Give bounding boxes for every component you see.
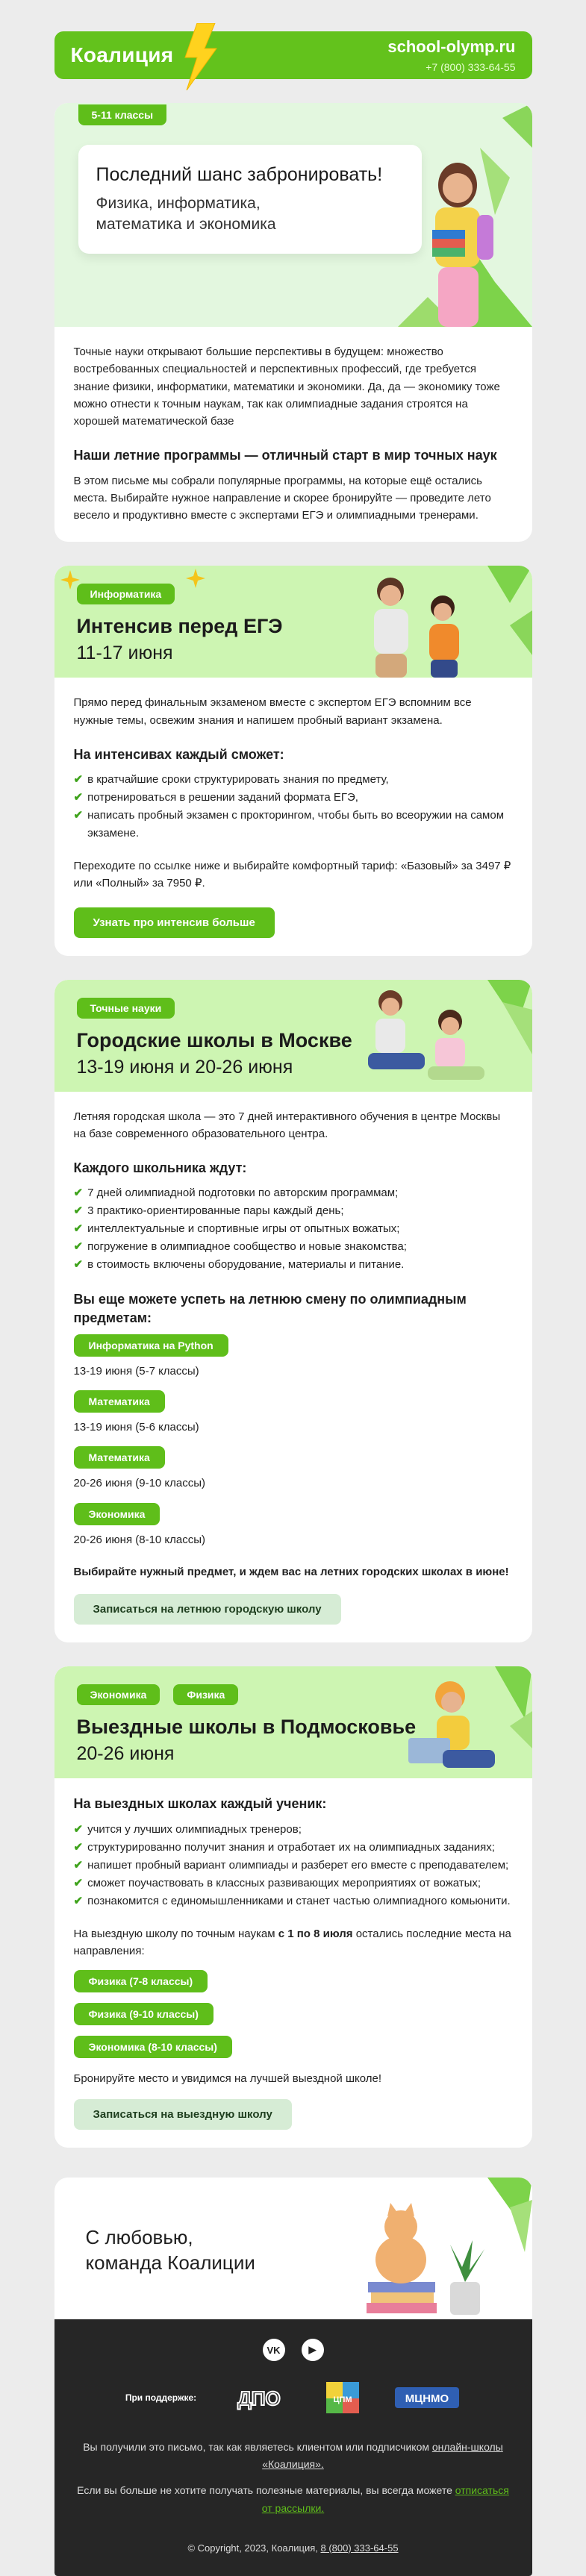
signoff-card bbox=[54, 2178, 532, 2575]
list-item: ✔ учится у лучших олимпиадных тренеров; bbox=[74, 1821, 513, 1839]
list-item: ✔ в стоимость включены оборудование, материалы и питание. bbox=[74, 1256, 513, 1274]
intensive-benefits-heading: На интенсивах каждый сможет: bbox=[73, 746, 284, 762]
list-item: ✔ познакомится с единомышленниками и станет частью олимпиадного комьюнити. bbox=[74, 1892, 513, 1910]
check-icon: ✔ bbox=[73, 1222, 84, 1236]
subjects-heading: Вы еще можете успеть на летнюю смену по олимпиадным предметам: bbox=[73, 1292, 467, 1325]
away-school-card bbox=[54, 1666, 532, 2148]
list-item: ✔ интеллектуальные и спортивные игры от опытных вожатых; bbox=[74, 1220, 513, 1238]
check-icon: ✔ bbox=[73, 1858, 84, 1872]
list-item: ✔ написать пробный экзамен с прокторингом, чтобы быть во всеоружии на самом экзамене. bbox=[74, 807, 513, 842]
check-icon: ✔ bbox=[73, 1240, 84, 1254]
header bbox=[54, 31, 532, 79]
physics-tag: Физика bbox=[173, 1684, 238, 1705]
subject-dates: 13-19 июня (5-6 классы) bbox=[73, 1421, 199, 1434]
partners-row bbox=[77, 2379, 510, 2416]
exact-sciences-tag: Точные науки bbox=[77, 998, 175, 1019]
sparkle-right-icon bbox=[186, 569, 205, 588]
city-school-title: Городские школы в Москве bbox=[76, 1028, 352, 1051]
tariff-paragraph: Переходите по ссылке ниже и выбирайте комфортный тариф: «Базовый» за 3497 ₽ или «Полный» за 7950 ₽. bbox=[73, 860, 511, 890]
list-item: ✔ потренироваться в решении заданий формата ЕГЭ, bbox=[74, 789, 513, 807]
intro-paragraph: Точные науки открывают большие перспективы в будущем: множество востребованных специальностей и перспективных профессий, где требуется знание физики, информатики, математики и экономики. Да, да — экономику тоже можно отнести к точным наукам, так как олимпиадные задания строятся на хорошей математической базе bbox=[73, 346, 500, 428]
away-places-paragraph: На выездную школу по точным наукам с 1 по 8 июля остались последние места на направления: bbox=[73, 1927, 511, 1957]
direction-pill[interactable]: Физика (7-8 классы) bbox=[74, 1970, 208, 1992]
check-icon: ✔ bbox=[73, 1894, 84, 1907]
programs-heading: Наши летние программы — отличный старт в мир точных наук bbox=[73, 448, 497, 463]
direction-pill[interactable]: Физика (9-10 классы) bbox=[74, 2003, 213, 2025]
hero-subjects-line2: математика и экономика bbox=[96, 216, 276, 234]
signoff-block bbox=[54, 2178, 532, 2319]
away-school-signup-button[interactable]: Записаться на выездную школу bbox=[74, 2099, 292, 2130]
list-item: ✔ напишет пробный вариант олимпиады и разберет его вместе с преподавателем; bbox=[74, 1857, 513, 1875]
check-icon: ✔ bbox=[73, 1187, 84, 1200]
vk-icon[interactable]: VK bbox=[263, 2339, 285, 2361]
footer bbox=[54, 2319, 532, 2575]
check-icon: ✔ bbox=[73, 791, 84, 804]
hero-bubble bbox=[78, 145, 422, 254]
intensive-more-button[interactable]: Узнать про интенсив больше bbox=[74, 907, 275, 938]
unsubscribe-link[interactable]: отписаться от рассылки. bbox=[261, 2484, 509, 2514]
away-closing: Бронируйте место и увидимся на лучшей выездной школе! bbox=[73, 2072, 382, 2086]
city-school-card bbox=[54, 980, 532, 1643]
informatics-tag: Информатика bbox=[77, 584, 175, 604]
lightning-icon bbox=[181, 23, 218, 90]
hero-title: Последний шанс забронировать! bbox=[96, 164, 383, 185]
subject-item bbox=[74, 1334, 513, 1380]
mccme-logo-text: МЦНМО bbox=[405, 2392, 449, 2406]
away-school-title: Выездные школы в Подмосковье bbox=[76, 1716, 417, 1739]
dpo-logo bbox=[223, 2383, 295, 2413]
subscription-note: Вы получили это письмо, так как являетесь клиентом или подписчиком онлайн-школы «Коалиция». bbox=[83, 2441, 503, 2471]
city-school-signup-button[interactable]: Записаться на летнюю городскую школу bbox=[74, 1594, 341, 1625]
programs-paragraph: В этом письме мы собрали популярные программы, на которые ещё остались места. Выбирайте нужное направление и скорее бронируйте — проведите лето весело и продуктивно вместе с экспертами ЕГЭ и олимпиадными тренерами. bbox=[73, 474, 491, 522]
list-item: ✔ погружение в олимпиадное сообщество и новые знакомства; bbox=[74, 1238, 513, 1256]
sparkle-left-icon bbox=[60, 570, 80, 590]
city-closing: Выбирайте нужный предмет, и ждем вас на летних городских школах в июне! bbox=[73, 1565, 509, 1578]
city-benefits-heading: Каждого школьника ждут: bbox=[73, 1160, 247, 1176]
list-item: ✔ 7 дней олимпиадной подготовки по авторским программам; bbox=[74, 1184, 513, 1202]
city-school-paragraph: Летняя городская школа — это 7 дней интерактивного обучения в центре Москвы на базе современного образовательного центра. bbox=[73, 1110, 501, 1140]
check-icon: ✔ bbox=[73, 1258, 84, 1272]
economics-tag: Экономика bbox=[77, 1684, 160, 1705]
subject-item bbox=[74, 1390, 513, 1436]
check-icon: ✔ bbox=[73, 1876, 84, 1889]
grade-tag: 5-11 классы bbox=[78, 104, 167, 125]
list-item: ✔ сможет поучаствовать в классных развивающих мероприятиях от вожатых; bbox=[74, 1875, 513, 1892]
away-school-dates: 20-26 июня bbox=[76, 1743, 175, 1765]
subject-pill[interactable]: Математика bbox=[74, 1390, 165, 1413]
list-item: ✔ структурированно получит знания и отработает их на олимпиадных заданиях; bbox=[74, 1839, 513, 1857]
list-item: ✔ 3 практико-ориентированные пары каждый день; bbox=[74, 1202, 513, 1220]
intensive-paragraph: Прямо перед финальным экзаменом вместе с экспертом ЕГЭ вспомним все нужные темы, освежим знания и напишем пробный вариант экзамена. bbox=[73, 696, 472, 727]
students-illustration bbox=[338, 566, 532, 678]
copyright: © Copyright, 2023, Коалиция, 8 (800) 333-64-55 bbox=[187, 2542, 399, 2554]
signoff-line2: команда Коалиции bbox=[85, 2251, 255, 2275]
check-icon: ✔ bbox=[73, 773, 84, 787]
girl-with-books-illustration bbox=[413, 155, 502, 327]
cpm-logo bbox=[322, 2379, 367, 2416]
mccme-logo bbox=[393, 2383, 461, 2413]
intensive-title: Интенсив перед ЕГЭ bbox=[76, 615, 283, 638]
away-school-banner bbox=[54, 1666, 532, 1778]
students-sitting-illustration bbox=[353, 980, 532, 1092]
unsubscribe-note: Если вы больше не хотите получать полезные материалы, вы всегда можете отписаться от рассылки. bbox=[77, 2484, 509, 2514]
girl-with-laptop-illustration bbox=[398, 1666, 532, 1778]
subject-pill[interactable]: Информатика на Python bbox=[74, 1334, 228, 1357]
email-container bbox=[54, 0, 532, 2576]
support-label: При поддержке: bbox=[125, 2392, 197, 2404]
hero-subjects-line1: Физика, информатика, bbox=[96, 195, 261, 212]
cat-on-books-illustration bbox=[338, 2178, 532, 2319]
youtube-icon[interactable]: ▶ bbox=[302, 2339, 324, 2361]
subject-item bbox=[74, 1503, 513, 1548]
cpm-logo-text: ЦПМ bbox=[333, 2395, 352, 2405]
list-item: ✔ в кратчайшие сроки структурировать знания по предмету, bbox=[74, 771, 513, 789]
intensive-banner bbox=[54, 566, 532, 678]
intro-card bbox=[54, 103, 532, 542]
brand[interactable] bbox=[71, 20, 219, 90]
intensive-dates: 11-17 июня bbox=[76, 643, 173, 664]
away-benefits-heading: На выездных школах каждый ученик: bbox=[73, 1796, 327, 1812]
footer-phone-link[interactable]: 8 (800) 333-64-55 bbox=[320, 2542, 399, 2554]
city-benefits-list bbox=[74, 1184, 513, 1274]
away-benefits-list bbox=[74, 1821, 513, 1910]
dpo-logo-text: ДПО bbox=[237, 2387, 281, 2410]
site-link[interactable]: school-olymp.ru bbox=[387, 37, 516, 56]
direction-pill[interactable]: Экономика (8-10 классы) bbox=[74, 2036, 232, 2058]
check-icon: ✔ bbox=[73, 1840, 84, 1854]
intensive-card bbox=[54, 566, 532, 955]
check-icon: ✔ bbox=[73, 1204, 84, 1218]
school-link[interactable]: онлайн-школы «Коалиция». bbox=[262, 2441, 503, 2471]
check-icon: ✔ bbox=[73, 1822, 84, 1836]
subject-dates: 20-26 июня (9-10 классы) bbox=[73, 1477, 206, 1490]
header-phone[interactable]: +7 (800) 333-64-55 bbox=[426, 61, 516, 73]
subject-pill[interactable]: Экономика bbox=[74, 1503, 160, 1525]
signoff-line1: С любовью, bbox=[85, 2226, 193, 2249]
subject-dates: 13-19 июня (5-7 классы) bbox=[73, 1364, 199, 1378]
subject-dates: 20-26 июня (8-10 классы) bbox=[73, 1533, 206, 1546]
city-school-banner bbox=[54, 980, 532, 1092]
check-icon: ✔ bbox=[73, 809, 84, 822]
hero-banner bbox=[54, 103, 532, 327]
brand-name: Коалиция bbox=[70, 43, 174, 66]
subject-item bbox=[74, 1446, 513, 1492]
city-school-dates: 13-19 июня и 20-26 июня bbox=[76, 1056, 293, 1078]
intensive-benefits-list bbox=[74, 771, 513, 842]
subject-pill[interactable]: Математика bbox=[74, 1446, 165, 1469]
